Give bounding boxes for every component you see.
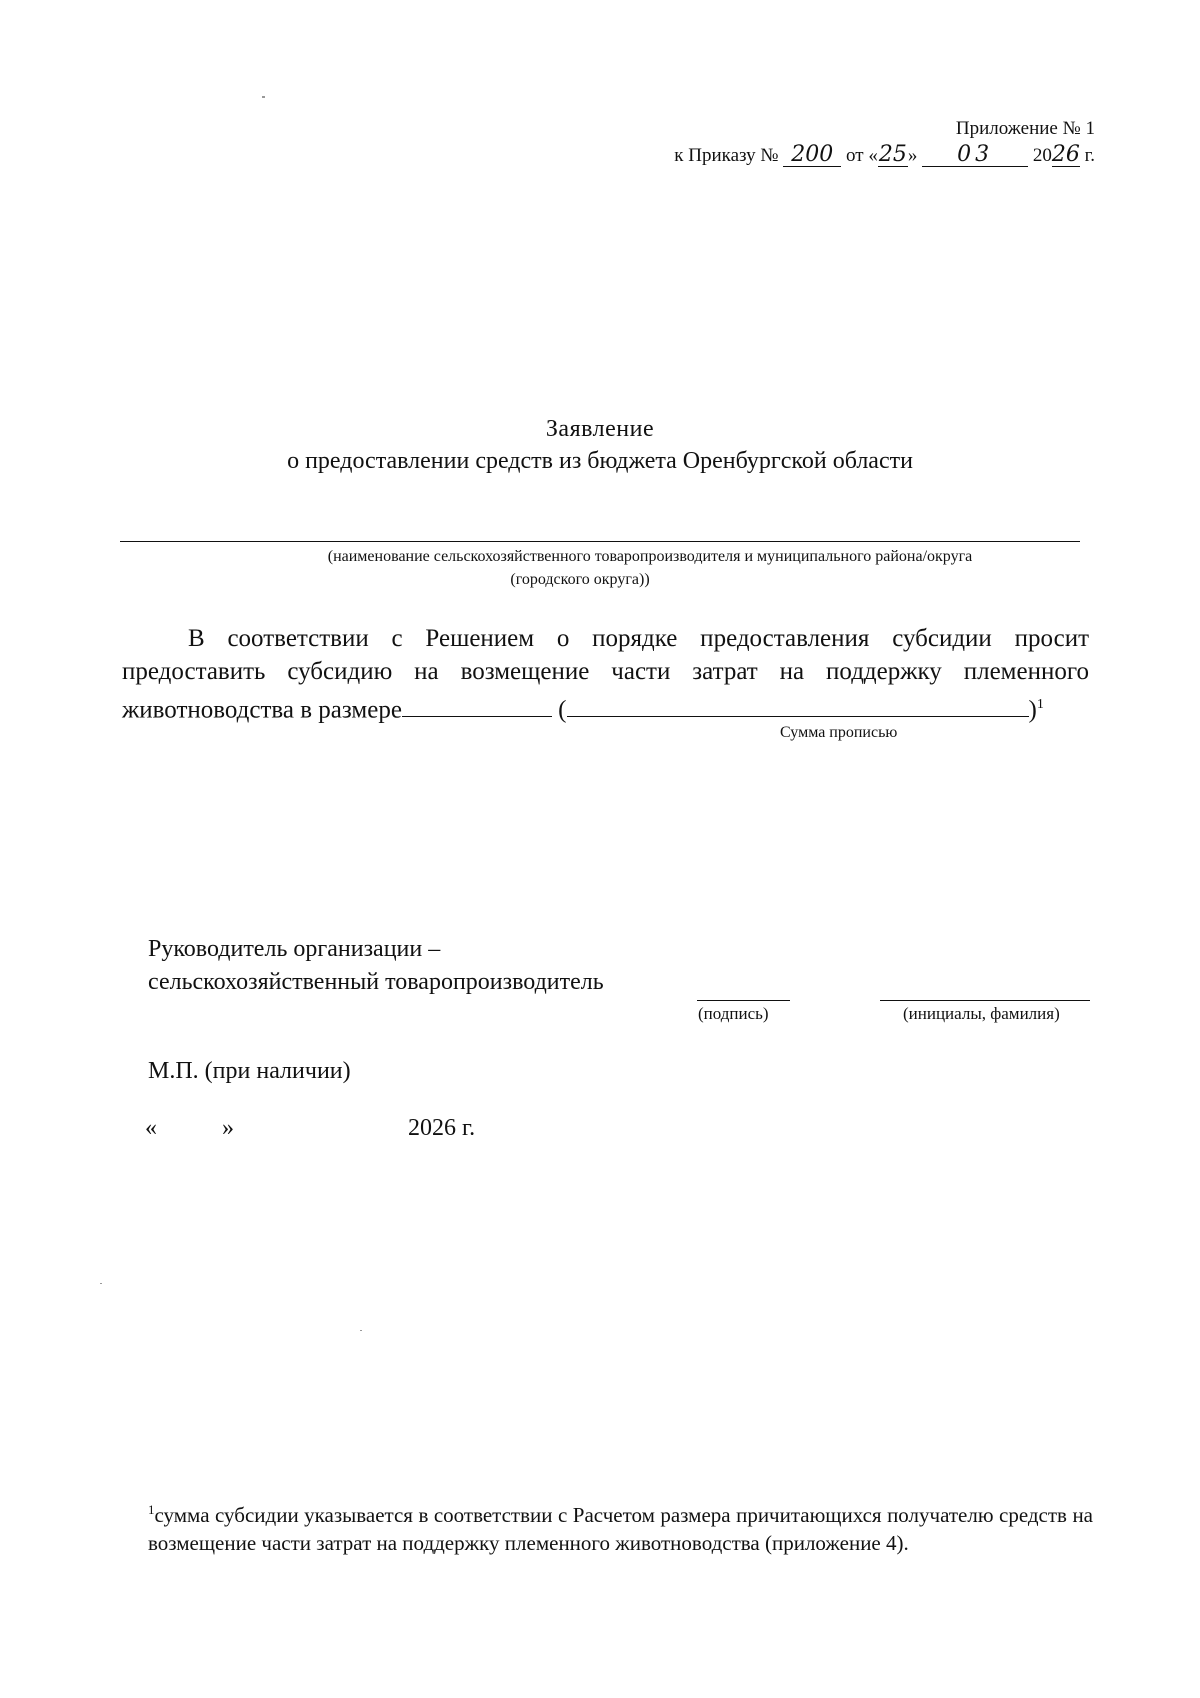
- application-body: [122, 622, 1089, 726]
- body-text: В соответствии с Решением о порядке предоставления субсидии просит предоставить субсидию на возмещение части затрат на поддержку племенного животноводства в размере: [122, 625, 1089, 724]
- signature-line: [697, 1000, 790, 1001]
- footnote-ref: 1: [1036, 697, 1044, 712]
- applicant-caption-line1: (наименование сельскохозяйственного товаропроизводителя и муниципального района/округа: [327, 548, 973, 565]
- scan-speck: [100, 1283, 102, 1284]
- signatory-role-line2: сельскохозяйственный товаропроизводитель: [148, 969, 604, 995]
- footnote-mark: 1: [148, 1502, 155, 1517]
- open-paren: (: [558, 696, 567, 724]
- order-month: 03: [922, 143, 1028, 167]
- signature-caption: (подпись): [698, 1004, 769, 1023]
- scan-speck: [360, 1330, 362, 1331]
- order-reference: [674, 143, 1095, 167]
- document-title: Заявление: [545, 416, 655, 442]
- close-paren: ): [1028, 696, 1037, 724]
- stamp-place: М.П. (при наличии): [148, 1058, 351, 1084]
- order-day: 25: [878, 142, 907, 167]
- scan-speck: [262, 96, 265, 98]
- date-from: от «: [846, 145, 878, 166]
- document-subtitle: о предоставлении средств из бюджета Оренбургской области: [287, 448, 913, 474]
- date-open-quote: «: [145, 1115, 157, 1141]
- footnote: [148, 1496, 1093, 1557]
- footnote-text: сумма субсидии указывается в соответствии с Расчетом размера причитающихся получателю средств на возмещение части затрат на поддержку племенного животноводства (приложение 4).: [148, 1503, 1093, 1555]
- applicant-name-line: [120, 541, 1080, 542]
- amount-words-line: [567, 694, 1029, 717]
- year-end: г.: [1084, 145, 1095, 166]
- name-line: [880, 1000, 1090, 1001]
- signatory-role-line1: Руководитель организации –: [148, 936, 441, 962]
- date-day-close: »: [907, 145, 918, 166]
- amount-digits-line: [402, 694, 552, 717]
- year-prefix: 20: [1032, 145, 1052, 166]
- appendix-label: Приложение № 1: [955, 118, 1095, 139]
- date-close-quote: »: [222, 1115, 234, 1141]
- order-number: 200: [783, 143, 841, 167]
- order-prefix: к Приказу №: [674, 145, 779, 166]
- date-year: 2026 г.: [408, 1115, 476, 1141]
- sum-in-words-caption: Сумма прописью: [780, 724, 898, 741]
- name-caption: (инициалы, фамилия): [903, 1004, 1060, 1023]
- applicant-caption-line2: (городского округа)): [510, 571, 650, 588]
- order-year: 26: [1051, 142, 1080, 167]
